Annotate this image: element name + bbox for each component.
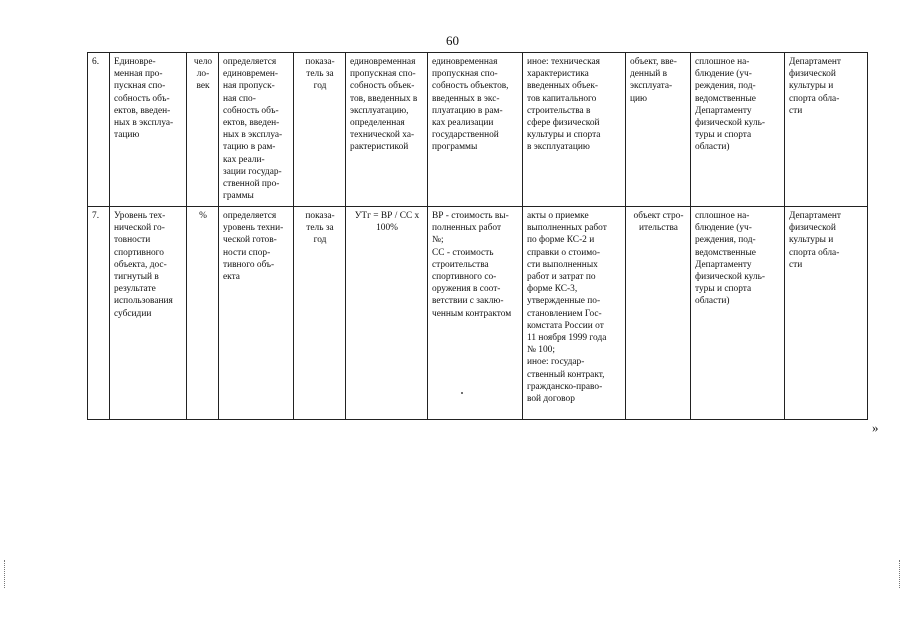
method-cell: определяется единовремен- ная пропуск- ная спо- собность объ- ектов, введен- ных в эксплуа- тацию в рам- ках реали- зации государ- ственной про- граммы	[219, 53, 294, 207]
unit-cell: %	[187, 207, 219, 420]
left-margin-mark	[4, 560, 6, 588]
observation-object-cell: объект, вве- денный в эксплуата- цию	[626, 53, 691, 207]
scan-speck	[461, 392, 463, 394]
indicator-name-cell: Уровень тех- нической го- товности спортивного объекта, дос- тигнутый в результате использования субсидии	[110, 207, 187, 420]
row-number-cell: 7.	[88, 207, 110, 420]
method-cell: определяется уровень техни- ческой готов- ности спор- тивного объ- екта	[219, 207, 294, 420]
responsible-cell: Департамент физической культуры и спорта обла- сти	[785, 53, 868, 207]
coverage-cell: сплошное на- блюдение (уч- реждения, под- ведомственные Департаменту физической куль- туры и спорта области)	[691, 53, 785, 207]
responsible-cell: Департамент физической культуры и спорта обла- сти	[785, 207, 868, 420]
observation-object-cell: объект стро- ительства	[626, 207, 691, 420]
indicator-table	[87, 52, 868, 420]
row-number-cell: 6.	[88, 53, 110, 207]
table-row	[88, 207, 868, 420]
page-number: 60	[446, 33, 459, 48]
formula-cell: единовременная пропускная спо- собность объек- тов, введенных в эксплуатацию, определенная технической ха- рактеристикой	[346, 53, 428, 207]
right-margin-mark	[899, 560, 901, 588]
closing-quote-mark: »	[872, 420, 879, 435]
indicator-type-cell: показа- тель за год	[294, 53, 346, 207]
data-source-cell: иное: техническая характеристика введенных объек- тов капитального строительства в сфере физической культуры и спорта в эксплуатацию	[523, 53, 626, 207]
indicator-type-cell: показа- тель за год	[294, 207, 346, 420]
indicator-name-cell: Единовре- менная про- пускная спо- собность объ- ектов, введен- ных в эксплуа- тацию	[110, 53, 187, 207]
data-source-cell: акты о приемке выполненных работ по форме КС-2 и справки о стоимо- сти выполненных работ и затрат по форме КС-3, утвержденные по- становлением Гос- комстата России от 11 ноября 1999 года № 100; иное: государ- ственный контракт, гражданско-право- вой договор	[523, 207, 626, 420]
base-indicators-cell: ВР - стоимость вы- полненных работ №; СС - стоимость строительства спортивного со- оружения в соот- ветствии с заклю- ченным контрактом	[428, 207, 523, 420]
unit-cell: чело ло- век	[187, 53, 219, 207]
coverage-cell: сплошное на- блюдение (уч- реждения, под- ведомственные Департаменту физической куль- туры и спорта области)	[691, 207, 785, 420]
formula-cell: УТг = ВР / СС х 100%	[346, 207, 428, 420]
base-indicators-cell: единовременная пропускная спо- собность объектов, введенных в экс- плуатацию в рам- ках реализации государственной программы	[428, 53, 523, 207]
table-row	[88, 53, 868, 207]
